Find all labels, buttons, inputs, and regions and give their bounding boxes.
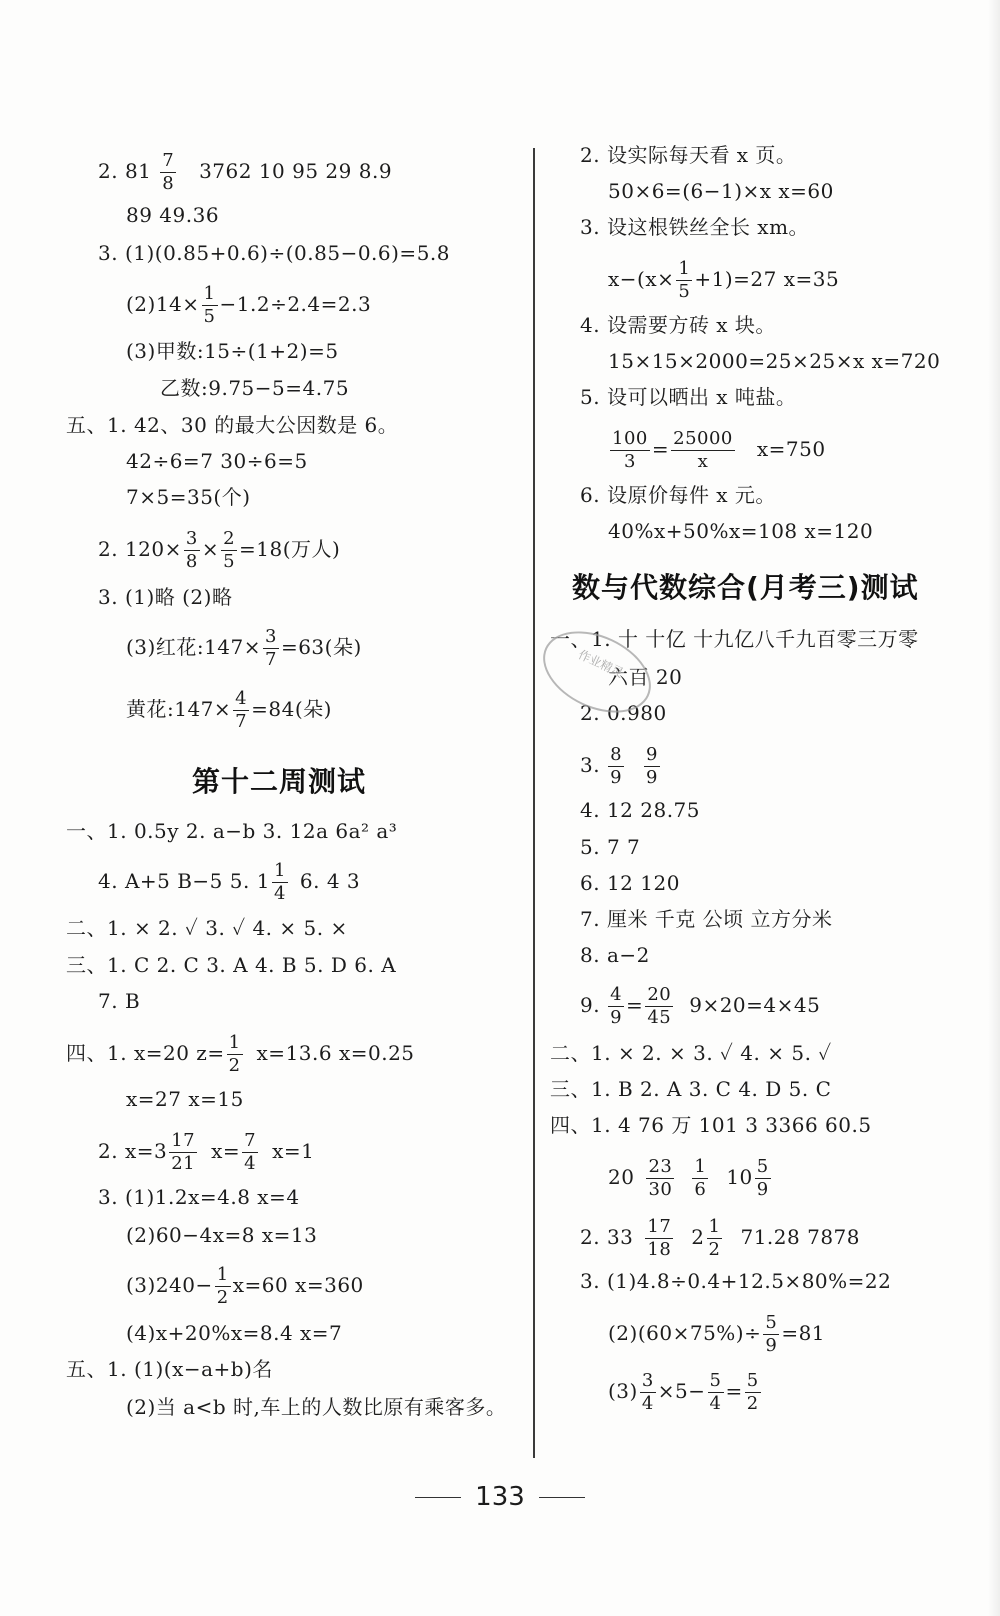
answer-line: 四、1. x=20 z= $\frac{1}{2}$ x=13.6 x=0.25 bbox=[66, 1032, 415, 1076]
answer-line: 乙数:9.75−5=4.75 bbox=[160, 376, 350, 400]
answer-line: (4)x+20%x=8.4 x=7 bbox=[126, 1321, 343, 1345]
fraction: $\frac{7}{4}$ bbox=[244, 1130, 257, 1174]
fraction: $\frac{3}{7}$ bbox=[265, 626, 277, 670]
answer-line: 40%x+50%x=108 x=120 bbox=[608, 519, 874, 543]
page-edge-shadow bbox=[988, 0, 1000, 1616]
answer-line: (3)甲数:15÷(1+2)=5 bbox=[126, 339, 339, 363]
answer-line: 二、1. × 2. × 3. ✓ 4. × 5. ✓ bbox=[550, 1041, 832, 1065]
answer-line: 一、1. 0.5y 2. a−b 3. 12a 6a² a³ bbox=[66, 819, 398, 843]
answer-line: 3. $\frac{8}{9}$ $\frac{9}{9}$ bbox=[580, 744, 658, 788]
answer-line: 7. B bbox=[98, 989, 141, 1013]
answer-line: 4. A+5 B−5 5. 1 $\frac{1}{4}$ 6. 4 3 bbox=[98, 860, 361, 904]
answer-line: 6. 设原价每件 x 元。 bbox=[580, 483, 776, 507]
answer-line: 6. 12 120 bbox=[580, 871, 680, 895]
section-heading: 第十二周测试 bbox=[192, 765, 367, 798]
watermark-stamp: 作业精灵 bbox=[530, 615, 664, 728]
answer-line: (2)当 a<b 时,车上的人数比原有乘客多。 bbox=[126, 1395, 507, 1419]
fraction: $\frac{5}{9}$ bbox=[765, 1312, 778, 1356]
answer-line: 3. (1)4.8÷0.4+12.5×80%=22 bbox=[580, 1269, 892, 1293]
fraction: $\frac{2}{5}$ bbox=[223, 528, 236, 572]
answer-line: 3. 设这根铁丝全长 xm。 bbox=[580, 215, 810, 239]
answer-line: 2. 0.980 bbox=[580, 701, 667, 725]
fraction: $\frac{8}{9}$ bbox=[610, 744, 623, 788]
fraction: $\frac{5}{2}$ bbox=[746, 1370, 759, 1414]
answer-line: 六百 20 bbox=[608, 665, 683, 689]
fraction: $\frac{9}{9}$ bbox=[646, 744, 658, 788]
answer-line: 3. (1)(0.85+0.6)÷(0.85−0.6)=5.8 bbox=[98, 241, 450, 265]
answer-line: (3)红花:147× $\frac{3}{7}$ =63(朵) bbox=[126, 626, 362, 670]
answer-line: 五、1. (1)(x−a+b)名 bbox=[66, 1357, 273, 1381]
fraction: $\frac{23}{30}$ bbox=[648, 1156, 673, 1200]
answer-line: 4. 12 28.75 bbox=[580, 798, 701, 822]
fraction: $\frac{1}{5}$ bbox=[203, 283, 216, 327]
answer-line: 3. (1)1.2x=4.8 x=4 bbox=[98, 1185, 300, 1209]
fraction: $\frac{1}{4}$ bbox=[273, 860, 286, 904]
answer-line: 一、1. 十 十亿 十九亿八千九百零三万零 bbox=[550, 627, 919, 651]
answer-line: 2. 设实际每天看 x 页。 bbox=[580, 143, 797, 167]
page-number-dash bbox=[539, 1497, 585, 1499]
fraction: $\frac{1}{2}$ bbox=[708, 1216, 721, 1260]
fraction: $\frac{5}{4}$ bbox=[709, 1370, 722, 1414]
answer-line: 五、1. 42、30 的最大公因数是 6。 bbox=[66, 413, 399, 437]
answer-line: (2)14× $\frac{1}{5}$ −1.2÷2.4=2.3 bbox=[126, 283, 372, 327]
answer-line: (2)60−4x=8 x=13 bbox=[126, 1223, 318, 1247]
answer-line: 2. 81 $\frac{7}{8}$ 3762 10 95 29 8.9 bbox=[98, 150, 393, 194]
fraction: $\frac{7}{8}$ bbox=[162, 150, 175, 194]
answer-line: 四、1. 4 76 万 101 3 3366 60.5 bbox=[550, 1113, 872, 1137]
section-heading: 数与代数综合(月考三)测试 bbox=[572, 571, 919, 604]
answer-line: 2. 33 $\frac{17}{18}$ 2 $\frac{1}{2}$ 71.28 7878 bbox=[580, 1216, 860, 1260]
right-column bbox=[530, 0, 1000, 1616]
answer-line: 9. $\frac{4}{9}$ = $\frac{20}{45}$ 9×20=4×45 bbox=[580, 984, 821, 1028]
answer-line: x−(x× $\frac{1}{5}$ +1)=27 x=35 bbox=[608, 258, 840, 302]
answer-line: 黄花:147× $\frac{4}{7}$ =84(朵) bbox=[126, 688, 332, 732]
answer-line: 42÷6=7 30÷6=5 bbox=[126, 449, 308, 473]
fraction: $\frac{1}{6}$ bbox=[694, 1156, 707, 1200]
answer-line: 89 49.36 bbox=[126, 203, 220, 227]
answer-line: (2)(60×75%)÷ $\frac{5}{9}$ =81 bbox=[608, 1312, 826, 1356]
answer-line: x=27 x=15 bbox=[126, 1087, 244, 1111]
answer-line: (3)240− $\frac{1}{2}$ x=60 x=360 bbox=[126, 1264, 364, 1308]
answer-line: 5. 7 7 bbox=[580, 835, 641, 859]
fraction: $\frac{3}{8}$ bbox=[185, 528, 198, 572]
fraction: $\frac{3}{4}$ bbox=[641, 1370, 654, 1414]
fraction: $\frac{5}{9}$ bbox=[756, 1156, 769, 1200]
answer-line: 8. a−2 bbox=[580, 943, 650, 967]
answer-line: 二、1. × 2. ✓ 3. ✓ 4. × 5. × bbox=[66, 916, 348, 940]
answer-line: 50×6=(6−1)×x x=60 bbox=[608, 179, 834, 203]
fraction: $\frac{4}{7}$ bbox=[235, 688, 248, 732]
fraction: $\frac{100}{3}$ bbox=[612, 428, 648, 472]
answer-line: 7×5=35(个) bbox=[126, 485, 251, 509]
fraction: $\frac{1}{2}$ bbox=[216, 1264, 229, 1308]
answer-line: 15×15×2000=25×25×x x=720 bbox=[608, 349, 941, 373]
answer-line: (3) $\frac{3}{4}$ ×5− $\frac{5}{4}$ = $\frac{5}{2}$ bbox=[608, 1370, 759, 1414]
fraction: $\frac{1}{2}$ bbox=[228, 1032, 241, 1076]
fraction: $\frac{17}{21}$ bbox=[171, 1130, 196, 1174]
answer-line: 2. 120× $\frac{3}{8}$ × $\frac{2}{5}$ =18(万人) bbox=[98, 528, 341, 572]
answer-line: 三、1. B 2. A 3. C 4. D 5. C bbox=[550, 1077, 832, 1101]
fraction: $\frac{1}{5}$ bbox=[678, 258, 691, 302]
fraction: $\frac{4}{9}$ bbox=[610, 984, 623, 1028]
answer-line: 5. 设可以晒出 x 吨盐。 bbox=[580, 385, 797, 409]
page-number: 133 bbox=[0, 1482, 1000, 1512]
answer-line: 7. 厘米 千克 公顷 立方分米 bbox=[580, 907, 833, 931]
fraction: $\frac{25000}{x}$ bbox=[673, 428, 733, 472]
answer-line: 4. 设需要方砖 x 块。 bbox=[580, 313, 776, 337]
answer-line: $\frac{100}{3}$ = $\frac{25000}{x}$ x=750 bbox=[612, 428, 826, 472]
answer-line: 三、1. C 2. C 3. A 4. B 5. D 6. A bbox=[66, 953, 397, 977]
answer-line: 20 $\frac{23}{30}$ $\frac{1}{6}$ 10 $\frac{5}{9}$ bbox=[608, 1156, 769, 1200]
answer-line: 3. (1)略 (2)略 bbox=[98, 585, 233, 609]
page-number-dash bbox=[415, 1497, 461, 1499]
fraction: $\frac{17}{18}$ bbox=[647, 1216, 672, 1260]
answer-line: 2. x=3 $\frac{17}{21}$ x= $\frac{7}{4}$ x=1 bbox=[98, 1130, 315, 1174]
fraction: $\frac{20}{45}$ bbox=[647, 984, 672, 1028]
